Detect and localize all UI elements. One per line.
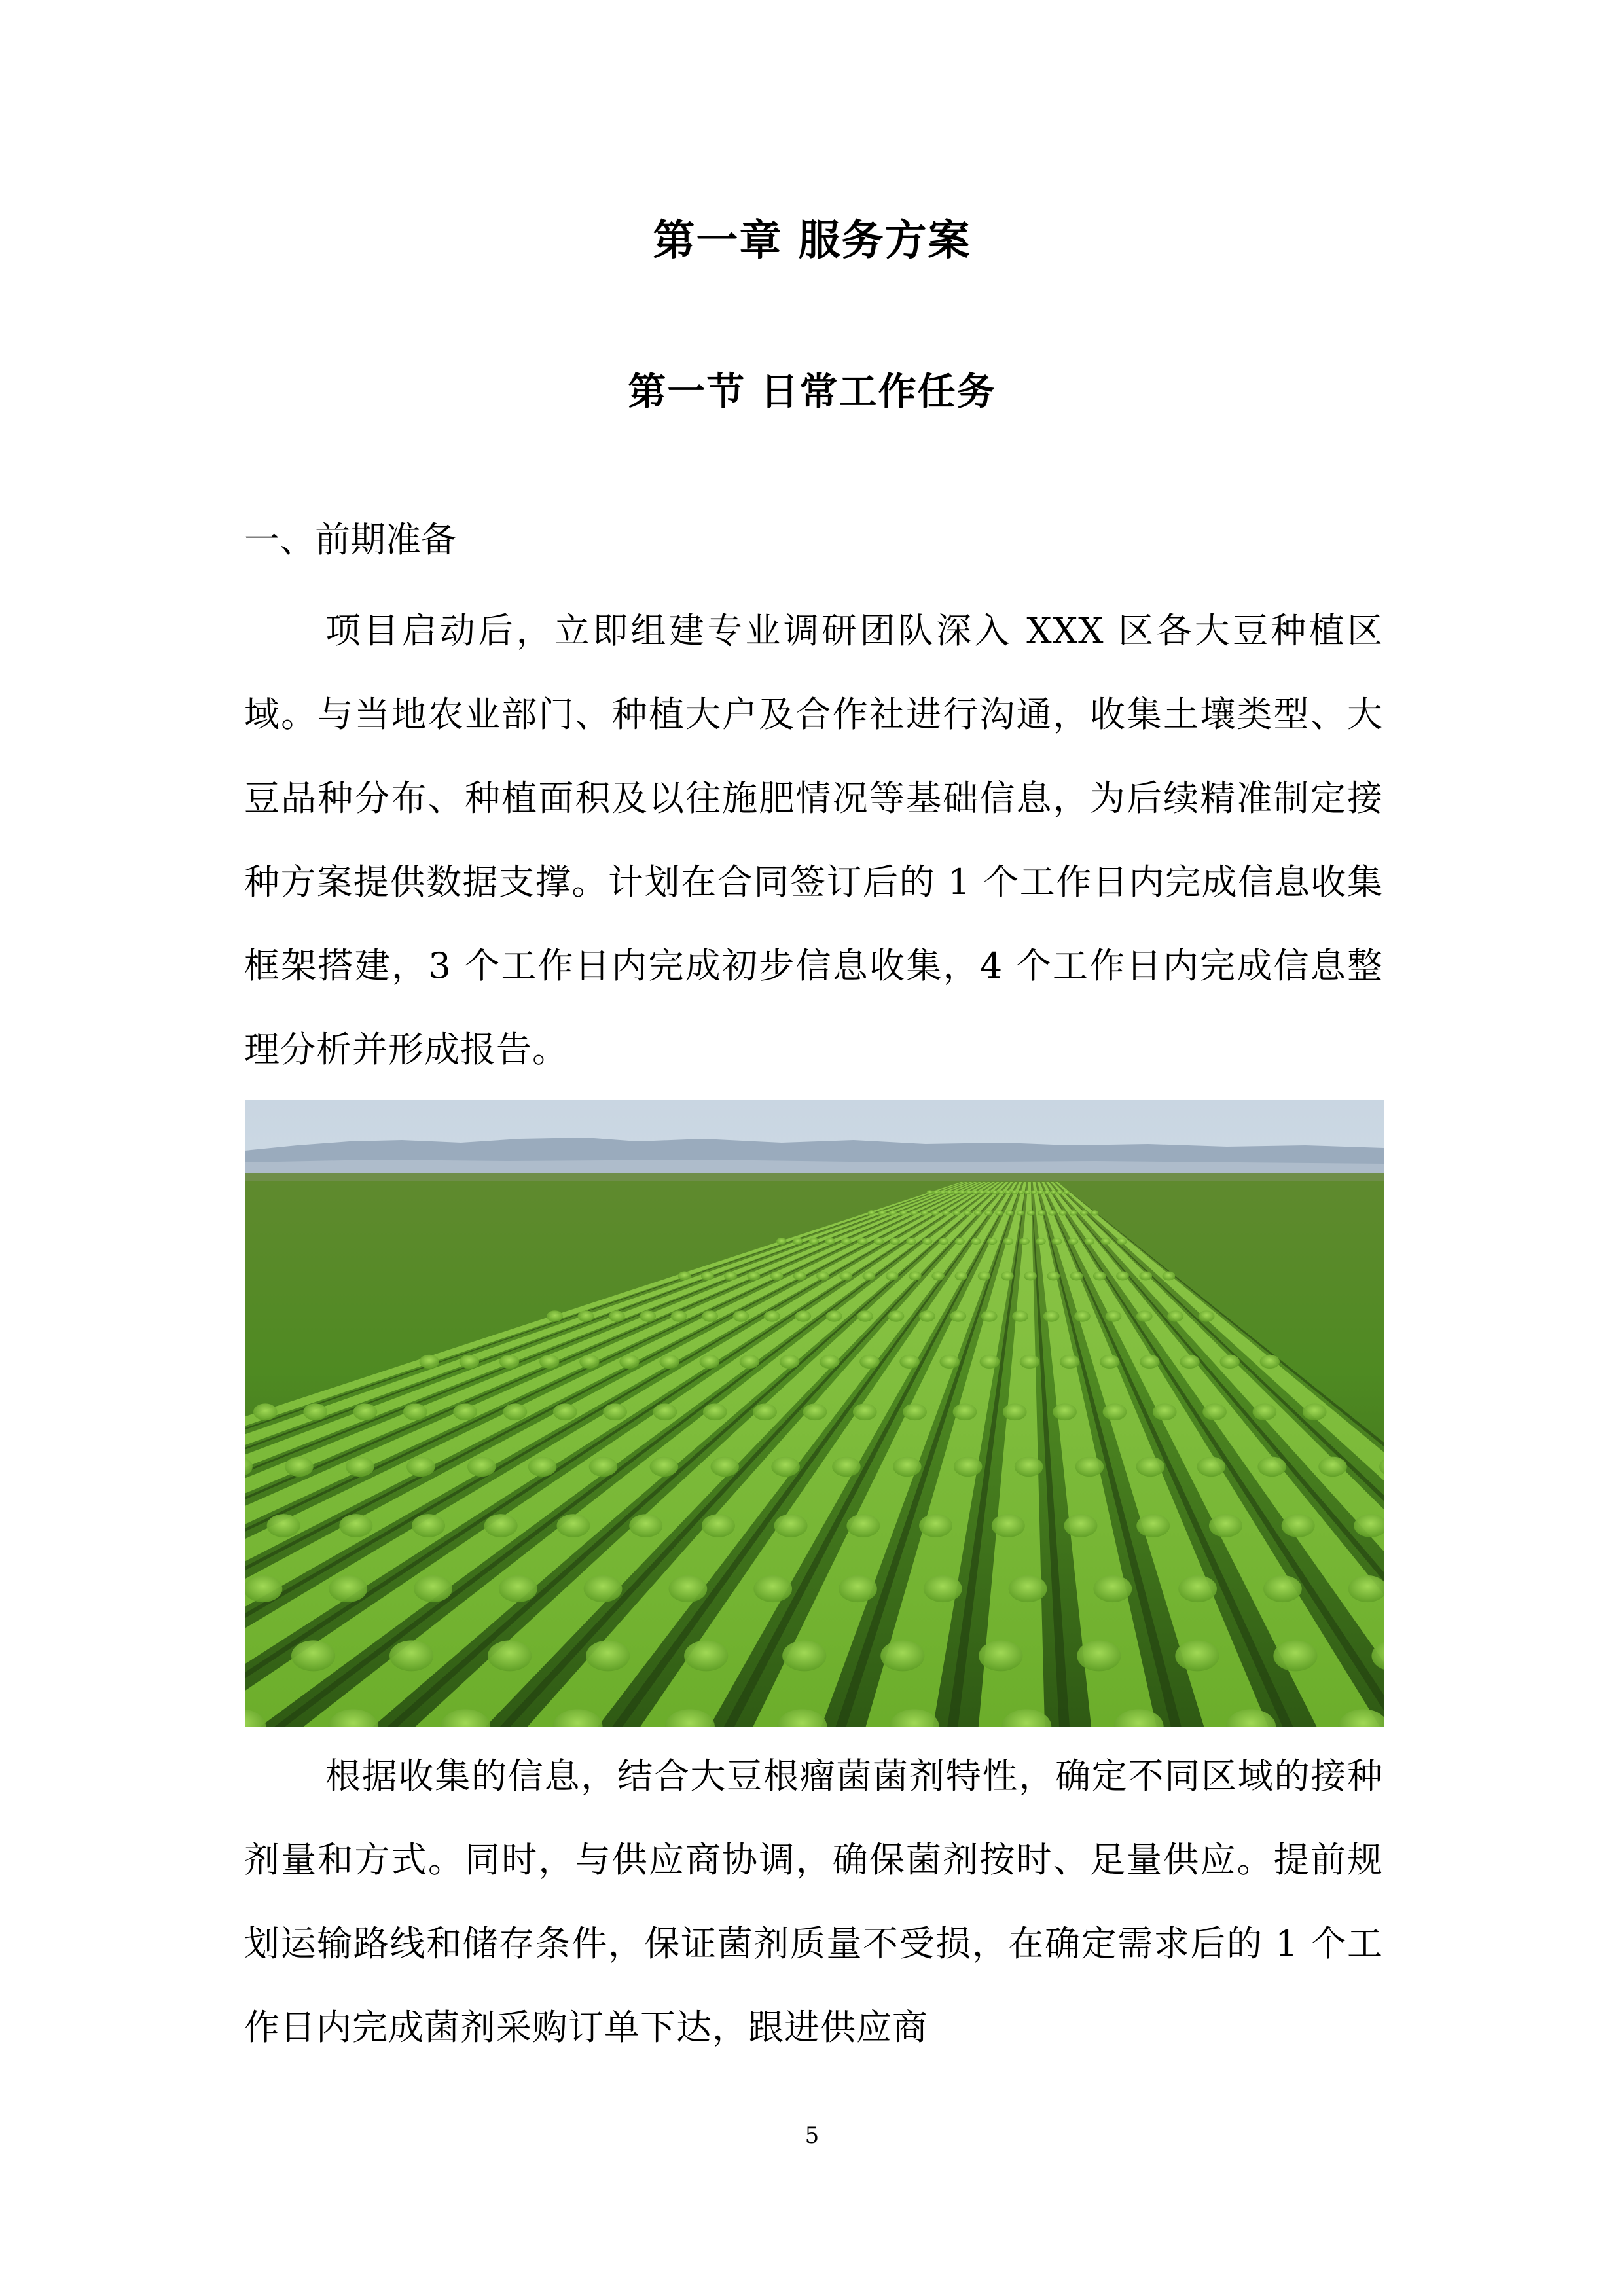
soybean-leaf	[1085, 1238, 1094, 1245]
soybean-leaf	[253, 1403, 278, 1420]
soybean-leaf	[820, 1355, 839, 1369]
soybean-leaf	[1282, 1514, 1315, 1537]
soybean-leaf	[453, 1403, 477, 1420]
soybean-leaf	[1005, 1210, 1013, 1215]
soybean-leaf	[1303, 1403, 1327, 1420]
soybean-leaf	[1136, 1310, 1153, 1321]
soybean-leaf	[499, 1575, 537, 1602]
soybean-leaf	[841, 1238, 851, 1245]
soybean-leaf	[700, 1355, 719, 1369]
page-number: 5	[804, 2123, 820, 2149]
soybean-leaf	[981, 1310, 998, 1321]
soybean-leaf	[979, 1640, 1022, 1671]
soybean-leaf	[1047, 1272, 1060, 1281]
soybean-leaf	[924, 1575, 962, 1602]
soybean-leaf	[1048, 1210, 1056, 1215]
soybean-leaf	[1044, 1190, 1050, 1194]
soybean-leaf	[414, 1575, 452, 1602]
soybean-leaf	[1051, 1190, 1056, 1194]
soybean-leaf	[995, 1210, 1003, 1215]
soybean-leaf	[1219, 1355, 1239, 1369]
soybean-leaf	[1136, 1457, 1165, 1477]
soybean-leaf	[467, 1457, 496, 1477]
soybean-leaf	[1009, 1575, 1047, 1602]
soybean-leaf	[1093, 1272, 1106, 1281]
soybean-leaf	[959, 1190, 965, 1194]
soybean-leaf	[1100, 1355, 1119, 1369]
soybean-leaf	[589, 1457, 618, 1477]
soybean-leaf	[1060, 1355, 1079, 1369]
soybean-leaf	[1043, 1310, 1060, 1321]
soybean-leaf	[888, 1310, 905, 1321]
soybean-leaf	[1100, 1238, 1110, 1245]
soybean-leaf	[724, 1272, 737, 1281]
soybean-leaf	[703, 1403, 727, 1420]
soybean-leaf	[1093, 1575, 1132, 1602]
soybean-leaf	[803, 1403, 827, 1420]
soybean-leaf	[1003, 1238, 1013, 1245]
soybean-leaf	[403, 1403, 427, 1420]
soybean-leaf	[389, 1640, 433, 1671]
soybean-leaf	[816, 1272, 829, 1281]
soybean-leaf	[927, 1190, 933, 1194]
soybean-leaf	[285, 1457, 314, 1477]
soybean-leaf	[809, 1238, 819, 1245]
soybean-leaf	[846, 1514, 880, 1537]
soybean-leaf	[488, 1640, 532, 1671]
soybean-leaf	[954, 1457, 983, 1477]
soybean-leaf	[1020, 1238, 1030, 1245]
soybean-leaf	[1052, 1238, 1062, 1245]
soybean-leaf	[853, 1403, 877, 1420]
soybean-leaf	[880, 1640, 924, 1671]
soybean-leaf	[1103, 1403, 1127, 1420]
soybean-leaf	[893, 1457, 922, 1477]
soybean-leaf	[1075, 1457, 1104, 1477]
soybean-leaf	[774, 1514, 808, 1537]
soybean-leaf	[1038, 1190, 1043, 1194]
soybean-leaf	[353, 1403, 378, 1420]
soybean-leaf	[1175, 1640, 1219, 1671]
soybean-leaf	[1031, 1190, 1037, 1194]
soybean-leaf	[1257, 1457, 1286, 1477]
soybean-leaf	[826, 1310, 842, 1321]
soybean-leaf	[1074, 1310, 1091, 1321]
chapter-title: 第一章 服务方案	[653, 217, 971, 265]
soybean-leaf	[953, 1190, 959, 1194]
soybean-leaf	[863, 1272, 876, 1281]
soybean-leaf	[984, 1210, 992, 1215]
soybean-leaf	[780, 1355, 799, 1369]
soybean-leaf	[1064, 1514, 1098, 1537]
soybean-leaf	[1153, 1403, 1177, 1420]
soybean-leaf	[619, 1355, 639, 1369]
soybean-leaf	[857, 1238, 867, 1245]
soybean-leaf	[1163, 1272, 1176, 1281]
soybean-leaf	[933, 1190, 939, 1194]
soybean-leaf	[653, 1403, 677, 1420]
soybean-leaf	[793, 1238, 803, 1245]
soybean-leaf	[346, 1457, 374, 1477]
soybean-leaf	[770, 1272, 784, 1281]
soybean-leaf	[839, 1575, 877, 1602]
soybean-leaf	[412, 1514, 445, 1537]
soybean-leaf	[710, 1457, 739, 1477]
soybean-leaf	[980, 1355, 1000, 1369]
soybean-leaf	[499, 1355, 519, 1369]
soybean-leaf	[909, 1272, 922, 1281]
soybean-leaf	[972, 1190, 978, 1194]
soybean-leaf	[1136, 1514, 1170, 1537]
soybean-leaf	[406, 1457, 435, 1477]
soybean-leaf	[890, 1238, 899, 1245]
soybean-leaf	[753, 1575, 792, 1602]
soybean-leaf	[1020, 1355, 1039, 1369]
soybean-leaf	[954, 1272, 967, 1281]
soybean-leaf	[1209, 1514, 1242, 1537]
soybean-leaf	[1012, 1310, 1028, 1321]
soybean-leaf	[1139, 1272, 1152, 1281]
soybean-leaf	[953, 1403, 977, 1420]
paragraph-preparation: 项目启动后，立即组建专业调研团队深入 XXX 区各大豆种植区域。与当地农业部门、种植大户及合作社进行沟通，收集土壤类型、大豆品种分布、种植面积及以往施肥情况等基础信息，为后续精准制定接种方案提供数据支撑。计划在合同签订后的 1 个工作日内完成信息收集框架搭建，3 个工作日内完成初步信息收集，4 个工作日内完成信息整理分析并形成报告。	[244, 610, 1383, 1070]
soybean-leaf	[1106, 1310, 1122, 1321]
soybean-leaf	[484, 1514, 518, 1537]
soybean-leaf	[1017, 1210, 1024, 1215]
soybean-leaf	[940, 1190, 946, 1194]
soybean-leaf	[578, 1310, 594, 1321]
soybean-leaf	[795, 1310, 811, 1321]
soybean-leaf	[303, 1403, 327, 1420]
soybean-leaf	[922, 1238, 932, 1245]
soybean-leaf	[974, 1210, 982, 1215]
soybean-leaf	[859, 1355, 879, 1369]
soybean-leaf	[1005, 1190, 1011, 1194]
soybean-leaf	[950, 1310, 966, 1321]
soybean-leaf	[1197, 1457, 1225, 1477]
soybean-leaf	[528, 1457, 557, 1477]
soybean-leaf	[547, 1310, 563, 1321]
soybean-leaf	[1180, 1355, 1199, 1369]
subheading: 一、前期准备	[244, 519, 456, 560]
soybean-leaf	[1070, 1272, 1083, 1281]
soybean-leaf	[603, 1403, 627, 1420]
soybean-leaf	[586, 1640, 630, 1671]
soybean-leaf	[702, 1310, 718, 1321]
soybean-leaf	[1260, 1355, 1280, 1369]
soybean-leaf	[1077, 1640, 1121, 1671]
soybean-leaf	[1080, 1210, 1088, 1215]
soybean-leaf	[899, 1355, 919, 1369]
soybean-leaf	[579, 1355, 599, 1369]
soybean-field-image	[245, 1100, 1384, 1727]
soybean-leaf	[740, 1355, 759, 1369]
soybean-leaf	[1024, 1272, 1037, 1281]
soybean-leaf	[684, 1640, 728, 1671]
soybean-leaf	[964, 1210, 971, 1215]
soybean-leaf	[1117, 1238, 1127, 1245]
soybean-leaf	[609, 1310, 625, 1321]
soybean-leaf	[782, 1640, 826, 1671]
soybean-leaf	[1053, 1403, 1077, 1420]
soybean-leaf	[985, 1190, 991, 1194]
soybean-leaf	[992, 1190, 998, 1194]
soybean-leaf	[503, 1403, 528, 1420]
soybean-leaf	[245, 1575, 282, 1602]
soybean-leaf	[919, 1310, 935, 1321]
soybean-leaf	[671, 1310, 687, 1321]
soybean-leaf	[668, 1575, 707, 1602]
soybean-leaf	[1091, 1210, 1098, 1215]
soybean-leaf	[1070, 1210, 1077, 1215]
soybean-leaf	[825, 1238, 835, 1245]
section-title: 第一节 日常工作任务	[628, 369, 996, 414]
soybean-leaf	[931, 1272, 945, 1281]
soybean-leaf	[978, 1272, 991, 1281]
soybean-leaf	[1057, 1190, 1063, 1194]
soybean-leaf	[954, 1238, 964, 1245]
soybean-leaf	[1253, 1403, 1277, 1420]
soybean-leaf	[460, 1355, 479, 1369]
soybean-leaf	[1027, 1210, 1035, 1215]
soybean-leaf	[420, 1355, 439, 1369]
soybean-leaf	[1318, 1457, 1347, 1477]
soybean-leaf	[1068, 1238, 1078, 1245]
soybean-leaf	[793, 1272, 806, 1281]
soybean-leaf	[702, 1514, 735, 1537]
soybean-leaf	[857, 1310, 873, 1321]
soybean-leaf	[903, 1403, 927, 1420]
soybean-leaf	[939, 1355, 959, 1369]
soybean-leaf	[291, 1640, 335, 1671]
soybean-leaf	[557, 1514, 590, 1537]
soybean-leaf	[886, 1272, 899, 1281]
soybean-leaf	[1038, 1210, 1045, 1215]
soybean-leaf	[629, 1514, 662, 1537]
soybean-leaf	[1140, 1355, 1159, 1369]
soybean-leaf	[1011, 1190, 1017, 1194]
soybean-leaf	[584, 1575, 623, 1602]
soybean-leaf	[1178, 1575, 1217, 1602]
soybean-leaf	[539, 1355, 559, 1369]
soybean-leaf	[947, 1190, 952, 1194]
soybean-leaf	[1263, 1575, 1302, 1602]
soybean-leaf	[753, 1403, 777, 1420]
soybean-leaf	[987, 1238, 997, 1245]
soybean-leaf	[839, 1272, 852, 1281]
soybean-leaf	[553, 1403, 577, 1420]
soybean-leaf	[874, 1238, 884, 1245]
soybean-leaf	[267, 1514, 300, 1537]
soybean-leaf	[764, 1310, 780, 1321]
soybean-leaf	[1116, 1272, 1129, 1281]
soybean-leaf	[1167, 1310, 1183, 1321]
soybean-leaf	[1024, 1190, 1030, 1194]
soybean-leaf	[971, 1238, 981, 1245]
soybean-field-photo	[245, 1100, 1384, 1727]
soybean-leaf	[992, 1514, 1025, 1537]
soybean-leaf	[939, 1238, 948, 1245]
soybean-leaf	[1064, 1190, 1070, 1194]
soybean-leaf	[339, 1514, 372, 1537]
paragraph-inoculant-supply: 根据收集的信息，结合大豆根瘤菌菌剂特性，确定不同区域的接种剂量和方式。同时，与供应商协调，确保菌剂按时、足量供应。提前规划运输路线和储存条件，保证菌剂质量不受损，在确定需求后的 1 个工作日内完成菌剂采购订单下达，跟进供应商	[244, 1755, 1383, 2048]
soybean-leaf	[832, 1457, 861, 1477]
soybean-leaf	[733, 1310, 749, 1321]
soybean-leaf	[1202, 1403, 1227, 1420]
soybean-leaf	[329, 1575, 367, 1602]
soybean-leaf	[771, 1457, 800, 1477]
soybean-leaf	[650, 1457, 679, 1477]
soybean-leaf	[1273, 1640, 1317, 1671]
soybean-leaf	[965, 1190, 971, 1194]
soybean-leaf	[998, 1190, 1004, 1194]
soybean-leaf	[1003, 1403, 1027, 1420]
soybean-leaf	[1059, 1210, 1067, 1215]
soybean-leaf	[1001, 1272, 1014, 1281]
soybean-leaf	[979, 1190, 984, 1194]
soybean-leaf	[640, 1310, 656, 1321]
soybean-leaf	[747, 1272, 760, 1281]
soybean-leaf	[1018, 1190, 1024, 1194]
soybean-leaf	[1015, 1457, 1043, 1477]
soybean-leaf	[906, 1238, 916, 1245]
soybean-leaf	[919, 1514, 952, 1537]
soybean-leaf	[776, 1238, 786, 1245]
soybean-leaf	[1199, 1310, 1215, 1321]
soybean-leaf	[659, 1355, 679, 1369]
soybean-leaf	[1036, 1238, 1045, 1245]
